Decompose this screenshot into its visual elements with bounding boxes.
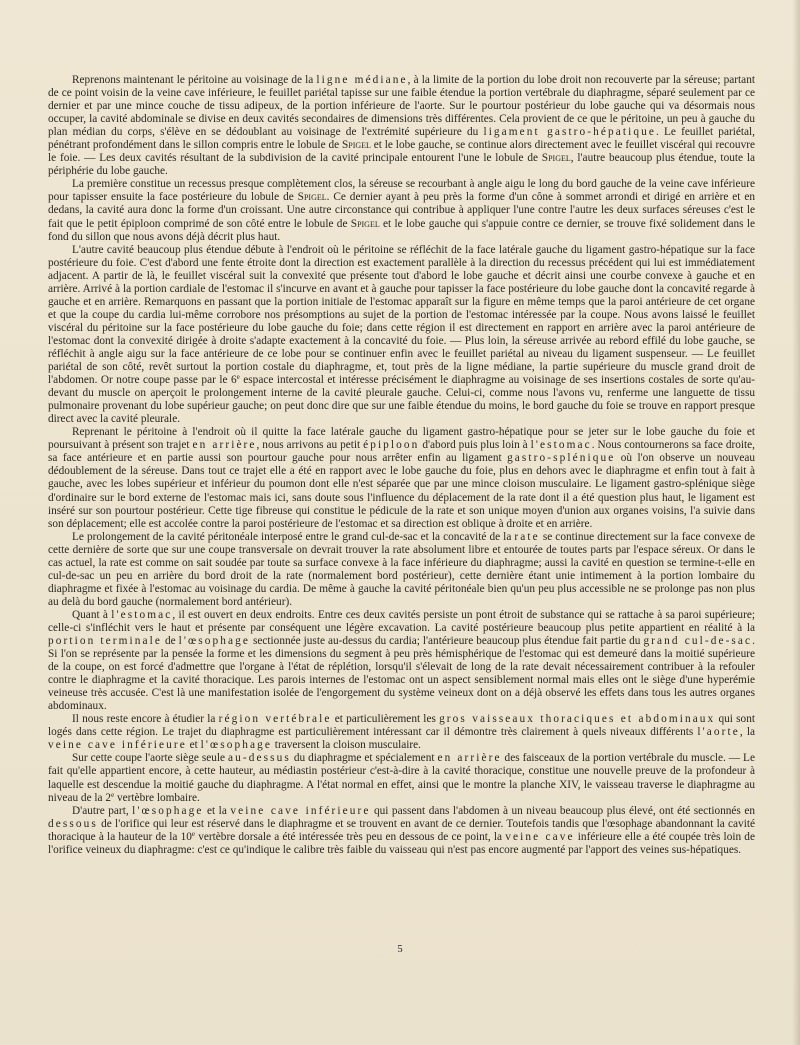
emphasized-text: Spigel <box>541 152 571 165</box>
emphasized-text: ligament gastro-hépatique <box>483 126 656 139</box>
text-run: où l'on observe un nouveau dédoublement de la séreuse. Dans tout ce trajet elle a été en rapport avec le lobe gauche du foie, plus en dehors avec le diaphragme et enfin tout à fait à gauche, avec les lobes supérieur et inférieur du poumon dont elle n'est séparée que par une mince cloison musculaire. Le ligament gastro-splénique siège d'ordinaire sur le bord externe de l'estomac mais ici, sans doute sous l'influence du déplacement de la rate dont il a été question plus haut, le ligament est inséré sur son pourtour postérieur. Cette tige fibreuse qui constitue le pédicule de la rate et son unique moyen d'union aux organes voisins, l'a suivie dans son déplacement; elle est accolée contre la paroi postérieure de l'estomac et sa direction est oblique à droite et en arrière. <box>48 452 756 530</box>
emphasized-text: veine cave <box>505 830 575 843</box>
emphasized-text: en arrière <box>192 439 257 452</box>
text-run: , à la limite de la portion du lobe droit non recouverte par la séreuse; partant de ce point voisin de la veine cave inférieure, le feuillet pariétal tapisse sur une faible étendue la portion vertébrale du diaphragme, séparé seulement par ce dernier et par une mince couche de tissu adipeux, de la portion inférieure de l'aorte. Sur le pourtour postérieur du lobe gauche qui va désormais nous occuper, la cavité abdominale se divise en deux cavités secondaires de dimensions très différentes. Cela provient de ce que le péritoine, un peu à gauche du plan médian du corps, s'élève en se dédoublant au voisinage de l'extrémité supérieure du <box>48 74 755 139</box>
emphasized-text: veine cave inférieure <box>48 739 187 752</box>
emphasized-text: en arrière <box>437 752 502 765</box>
text-run: Reprenons maintenant le péritoine au voisinage de la <box>72 74 317 86</box>
emphasized-text: portion terminale <box>48 635 162 648</box>
text-run: et la <box>203 804 231 817</box>
text-run: traversent la cloison musculaire. <box>271 739 421 752</box>
text-run: vertèbre dorsale a été intéressée très peu en dessous de ce point, la <box>195 830 506 843</box>
text-run: et le lobe gauche qui s'appuie contre ce dernier, se trouve fixé solidement dans le fond du sillon que nous avons déjà décrit plus haut. <box>48 217 755 243</box>
emphasized-text: Spigel <box>350 217 380 230</box>
text-run: inférieure elle a été coupée très loin de l'orifice veineux du diaphragme: c'est ce qu'indique le calibre très faible du vaisseau qui n'est pas encore augmenté par l'apport des veines sus-hépatiques. <box>48 830 755 856</box>
emphasized-text: l'œsophage <box>178 635 250 648</box>
text-run: et le lobe gauche, se continue alors directement avec le feuillet viscéral qui recouvre le foie. — Les deux cavités résultant de la subdivision de la cavité principale entourent l'une le lobule de <box>48 139 755 165</box>
text-run: des faisceaux de la portion vertébrale du muscle. — Le fait qu'elle appartient encore, à cette hauteur, au médiastin postérieur c'est-à-dire à la cavité thoracique, constitue une nouvelle preuve de la profondeur à laquelle est descendue la moitié gauche du diaphragme. A l'état normal en effet, ainsi que le montre la planche XIV, le vaisseau traverse le diaphragme au niveau de la 2 <box>48 752 755 804</box>
superscript: e <box>111 790 115 799</box>
text-run: Reprenant le péritoine à l'endroit où il quitte la face latérale gauche du ligament gastro-hépatique pour se jeter sur le lobe gauche du foie et poursuivant à présent son trajet <box>48 426 755 452</box>
text-run: de <box>161 635 179 648</box>
paragraph <box>48 609 755 713</box>
emphasized-text: l'œsophage <box>132 804 204 817</box>
emphasized-text: région vertébrale <box>218 713 332 726</box>
text-run: , la <box>739 726 755 739</box>
emphasized-text: ligne médiane <box>316 74 408 86</box>
text-run: . Si l'on se représente par la pensée la forme et les dimensions du segment à peu près hémisphérique de l'estomac qui est demeuré dans la moitié supérieure de la coupe, on est forcé d'admettre que l'organe à l'état de réplétion, lorsqu'il s'élevait de long de la rate devait nécessairement contribuer à la refouler contre le diaphragme et la cavité thoracique. Les parois internes de l'estomac ont un aspect sensiblement normal mais elles ont le siège d'une hyperémie veineuse très accusée. C'est là une manifestation isolée de l'engorgement du système veineux dont on a déjà observé les effets dans tous les autres organes abdominaux. <box>48 635 755 713</box>
emphasized-text: l'estomac <box>530 439 592 452</box>
emphasized-text: l'estomac <box>111 608 173 621</box>
text-run: D'autre part, <box>72 804 133 817</box>
emphasized-text: Spigel <box>297 191 327 204</box>
text-run: , nous arrivons au petit <box>256 439 364 452</box>
emphasized-text: dessous <box>48 817 98 830</box>
text-run: espace intercostal et intéresse précisément le diaphragme au voisinage de ses insertions costales de sorte qu'au-devant du muscle on aperçoit le prolongement interne de la cavité pleurale gauche. Celui-ci, comme nous l'avons vu, renferme une languette de tissu pulmonaire provenant du lobe supérieur gauche; on peut donc dire que sur une faible étendue du moins, le bord gauche du foie se trouve en rapport presque direct avec la cavité pleurale. <box>48 374 755 426</box>
paragraph <box>48 178 755 243</box>
text-run: Sur cette coupe l'aorte siège seule <box>72 752 229 765</box>
paragraph <box>48 713 755 752</box>
text-run: se continue directement sur la face convexe de cette dernière de sorte que sur une coupe transversale on devrait trouver la rate absolument libre et entourée de toutes parts par l'espace séreux. Or dans le cas actuel, la rate est comme on sait soudée par toute sa surface convexe à la face inférieure du diaphragme; aussi la cavité en question se termine-t-elle en cul-de-sac un peu en arrière du bord droit de la rate (normalement bord postérieur), cette dernière étant unie intimement à la portion lombaire du diaphragme et fixée à l'estomac au voisinage du cardia. De même à gauche la cavité péritonéale bien qu'un peu plus accessible ne se prolonge pas non plus au delà du bord gauche (normalement bord antérieur). <box>48 530 755 608</box>
emphasized-text: gros vaisseaux thoraciques et abdominaux <box>439 713 716 726</box>
text-run: Quant à <box>72 608 112 621</box>
page-edge-shadow <box>792 0 800 1045</box>
emphasized-text: veine cave inférieure <box>230 804 371 817</box>
paragraph <box>48 531 755 609</box>
text-run: de l'orifice qui leur est réservé dans le diaphragme et se trouvent en avant de ce dernier. Toutefois tandis que l'œsophage abandonnant la cavité thoracique à la hauteur de la 10 <box>48 817 755 843</box>
emphasized-text: rate <box>514 530 540 543</box>
paragraph <box>48 74 755 178</box>
text-run: et particulièrement les <box>331 713 440 726</box>
text-run: , l'autre beaucoup plus étendue, toute la périphérie du lobe gauche. <box>48 152 755 178</box>
text-run: L'autre cavité beaucoup plus étendue débute à l'endroit où le péritoine se réfléchit de la face latérale gauche du ligament gastro-hépatique sur la face postérieure du foie. C'est d'abord une fente étroite dont la direction est exactement parallèle à la direction du recessus précédent qui lui est immédiatement adjacent. A partir de là, le feuillet viscéral suit la convexité que présente tout d'abord le lobe gauche et décrit ainsi une courbe convexe à gauche et en arrière. Arrivé à la portion cardiale de l'estomac il s'incurve en avant et à gauche pour tapisser la face postérieure du lobe gauche dont la concavité regarde à gauche et en arrière. Remarquons en passant que la portion initiale de l'estomac apparaît sur la figure en même temps que la paroi antérieure de cet organe et que la coupe du cardia lui-même corrobore nos présomptions au sujet de la portion de l'estomac intéressée par la coupe. Nous avons laissé le feuillet viscéral du péritoine sur la face postérieure du lobe gauche du foie; dans cette région il est directement en rapport en arrière avec la paroi antérieure de l'estomac dont la convexité dirigée à droite s'adapte exactement à la concavité du foie. — Plus loin, la séreuse arrivée au rebord effilé du lobe gauche, se réfléchit à angle aigu sur la face antérieure de ce lobe pour se continuer enfin avec le feuillet pariétal au niveau du ligament suspenseur. — Le feuillet pariétal de son côté, revêt surtout la portion costale du diaphragme, et, tout près de la ligne médiane, la partie supérieure du muscle grand droit de l'abdomen. Or notre coupe passe par le 6 <box>48 243 755 387</box>
page-number: 5 <box>397 944 403 955</box>
superscript: e <box>236 373 240 382</box>
emphasized-text: l'œsophage <box>200 739 272 752</box>
emphasized-text: au-dessus <box>228 752 291 765</box>
text-run: . Le feuillet pariétal, pénétrant profondément dans le sillon compris entre le lobule de <box>48 126 755 152</box>
text-run: et <box>186 739 201 752</box>
text-run: du diaphragme et spécialement <box>290 752 438 765</box>
text-run: d'abord puis plus loin à <box>419 439 531 452</box>
text-run: La première constitue un recessus presque complètement clos, la séreuse se recourbant à angle aigu le long du bord gauche de la veine cave inférieure pour tapisser ensuite la face postérieure du lobule de <box>48 178 755 204</box>
emphasized-text: Spigel <box>341 139 371 152</box>
text-run: . Nous contournerons sa face droite, sa face antérieure et en partie aussi son pourtour gauche pour nous arrêter enfin au ligament <box>48 439 755 465</box>
emphasized-text: gastro-splénique <box>507 452 616 465</box>
superscript: e <box>191 829 196 838</box>
text-run: vertèbre lombaire. <box>114 791 200 804</box>
paragraph <box>48 244 755 427</box>
paragraph <box>48 805 755 857</box>
emphasized-text: grand cul-de-sac <box>643 635 753 648</box>
paragraph <box>48 426 755 530</box>
text-run: sectionnée juste au-dessus du cardia; l'antérieure beaucoup plus étendue fait partie du <box>249 635 644 648</box>
text-run: Le prolongement de la cavité péritonéale interposé entre le grand cul-de-sac et la concavité de la <box>72 530 515 543</box>
paragraph <box>48 752 755 804</box>
emphasized-text: l'aorte <box>697 726 740 739</box>
emphasized-text: épiploon <box>363 439 420 452</box>
text-run: Il nous reste encore à étudier la <box>72 713 219 726</box>
body-text <box>48 74 755 857</box>
text-run: qui passent dans l'abdomen à un niveau beaucoup plus élevé, ont été sectionnés en <box>370 804 755 817</box>
text-run: , il est ouvert en deux endroits. Entre ces deux cavités persiste un pont étroit de substance qui se rattache à sa paroi supérieure; celle-ci s'infléchit vers le haut et présente par conséquent une légère excavation. La cavité postérieure beaucoup plus petite appartient en réalité à la <box>48 608 755 634</box>
text-run: qui sont logés dans cette région. Le trajet du diaphragme est particulièrement intéressant car il démontre très clairement à quels niveaux différents <box>48 713 755 739</box>
text-run: . Ce dernier ayant à peu près la forme d'un cône à sommet arrondi et dirigé en arrière et en dedans, la cavité aura donc la forme d'un croissant. Une autre circonstance qui contribue à appliquer l'une contre l'autre les deux surfaces séreuses c'est le fait que le petit épiploon comprimé de son côté entre le lobule de <box>48 191 755 230</box>
